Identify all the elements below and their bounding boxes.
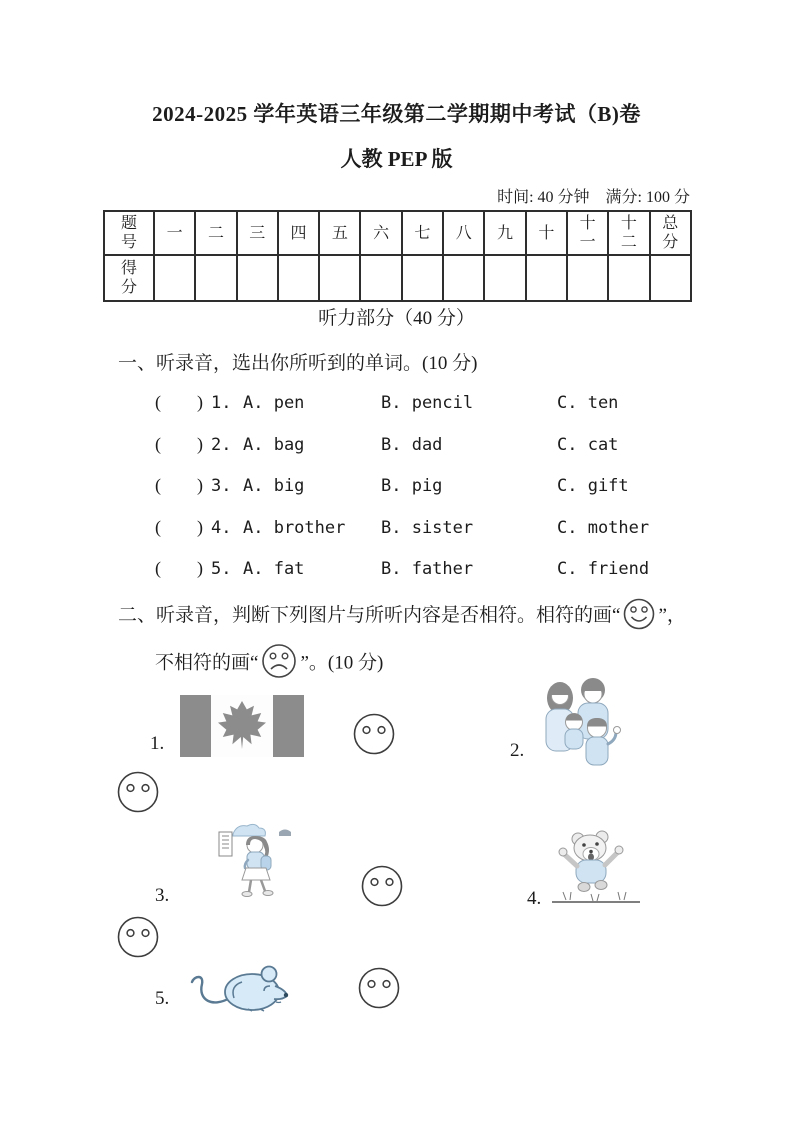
score-table (103, 210, 692, 302)
option-a: A. big (243, 476, 305, 496)
score-col: 十 (526, 211, 567, 255)
answer-face-circle[interactable] (116, 915, 160, 959)
option-a: A. brother (243, 518, 346, 538)
page-title: 2024-2025 学年英语三年级第二学期期中考试（B)卷 (152, 102, 641, 126)
score-blank-cell[interactable] (195, 255, 236, 301)
score-col: 一 (154, 211, 195, 255)
answer-paren[interactable]: ( ) (155, 517, 203, 537)
question-row (155, 430, 618, 456)
question-row (155, 513, 649, 539)
answer-face-circle[interactable] (357, 966, 401, 1010)
score-col-total: 总分 (650, 211, 691, 255)
score-blank-cell[interactable] (567, 255, 608, 301)
sad-face-icon (260, 642, 298, 680)
score-blank-cell[interactable] (484, 255, 525, 301)
section2-text-4: ”。(10 分) (300, 652, 384, 674)
score-col: 八 (443, 211, 484, 255)
girl-walking-image (217, 820, 309, 908)
option-b: B. pencil (381, 393, 474, 413)
question-number: 3. (211, 476, 232, 496)
score-blank-cell[interactable] (319, 255, 360, 301)
option-b: B. pig (381, 476, 443, 496)
option-c: C. gift (557, 476, 629, 496)
question-number: 5. (211, 559, 232, 579)
answer-face-circle[interactable] (116, 770, 160, 814)
score-col: 六 (360, 211, 401, 255)
score-blank-cell[interactable] (237, 255, 278, 301)
question-number: 4. (211, 518, 232, 538)
section2-text-3: 不相符的画“ (155, 652, 259, 674)
score-col: 五 (319, 211, 360, 255)
item-number: 1. (150, 733, 165, 754)
question-number: 1. (211, 393, 232, 413)
option-c: C. cat (557, 435, 619, 455)
score-blank-cell[interactable] (154, 255, 195, 301)
happy-face-icon (622, 597, 656, 631)
section2-title-line2 (155, 642, 383, 686)
section2-title-line1 (118, 596, 686, 637)
score-table-score-row (104, 255, 691, 301)
item-number: 3. (155, 885, 170, 906)
option-b: B. father (381, 559, 474, 579)
score-col: 四 (278, 211, 319, 255)
score-col: 十二 (608, 211, 649, 255)
option-c: C. mother (557, 518, 650, 538)
score-col: 七 (402, 211, 443, 255)
page-subtitle: 人教 PEP 版 (340, 147, 453, 171)
score-row-label: 得分 (104, 255, 154, 301)
mouse-image (190, 958, 290, 1016)
answer-face-circle[interactable] (352, 712, 396, 756)
score-table-label: 题号 (104, 211, 154, 255)
option-c: C. friend (557, 559, 650, 579)
answer-face-circle[interactable] (360, 864, 404, 908)
answer-paren[interactable]: ( ) (155, 475, 203, 495)
option-b: B. sister (381, 518, 474, 538)
option-b: B. dad (381, 435, 443, 455)
question-row (155, 471, 629, 497)
canada-flag-image (180, 695, 304, 757)
section1-title: 一、听录音，选出你所听到的单词。(10 分) (118, 353, 478, 374)
item-number: 2. (510, 740, 525, 761)
score-blank-cell[interactable] (278, 255, 319, 301)
answer-paren[interactable]: ( ) (155, 434, 203, 454)
score-col: 九 (484, 211, 525, 255)
score-col: 二 (195, 211, 236, 255)
score-col: 三 (237, 211, 278, 255)
option-a: A. bag (243, 435, 305, 455)
option-a: A. fat (243, 559, 305, 579)
score-blank-cell[interactable] (402, 255, 443, 301)
score-blank-cell[interactable] (526, 255, 567, 301)
item-number: 4. (527, 888, 542, 909)
listening-part-heading: 听力部分（40 分） (318, 308, 475, 329)
option-c: C. ten (557, 393, 619, 413)
question-row (155, 554, 649, 580)
answer-paren[interactable]: ( ) (155, 392, 203, 412)
answer-paren[interactable]: ( ) (155, 558, 203, 578)
question-row (155, 388, 618, 414)
question-number: 2. (211, 435, 232, 455)
exam-meta: 时间: 40 分钟 满分: 100 分 (497, 189, 690, 206)
score-col: 十一 (567, 211, 608, 255)
score-blank-cell[interactable] (360, 255, 401, 301)
family-image (534, 676, 624, 768)
score-blank-cell[interactable] (608, 255, 649, 301)
option-a: A. pen (243, 393, 305, 413)
bear-jumping-image (548, 830, 648, 908)
section2-text-1: 二、听录音，判断下列图片与所听内容是否相符。相符的画“ (118, 605, 621, 626)
score-table-header-row (104, 211, 691, 255)
item-number: 5. (155, 988, 170, 1009)
score-blank-cell[interactable] (650, 255, 691, 301)
section2-text-2: ”， (658, 605, 686, 626)
score-blank-cell[interactable] (443, 255, 484, 301)
